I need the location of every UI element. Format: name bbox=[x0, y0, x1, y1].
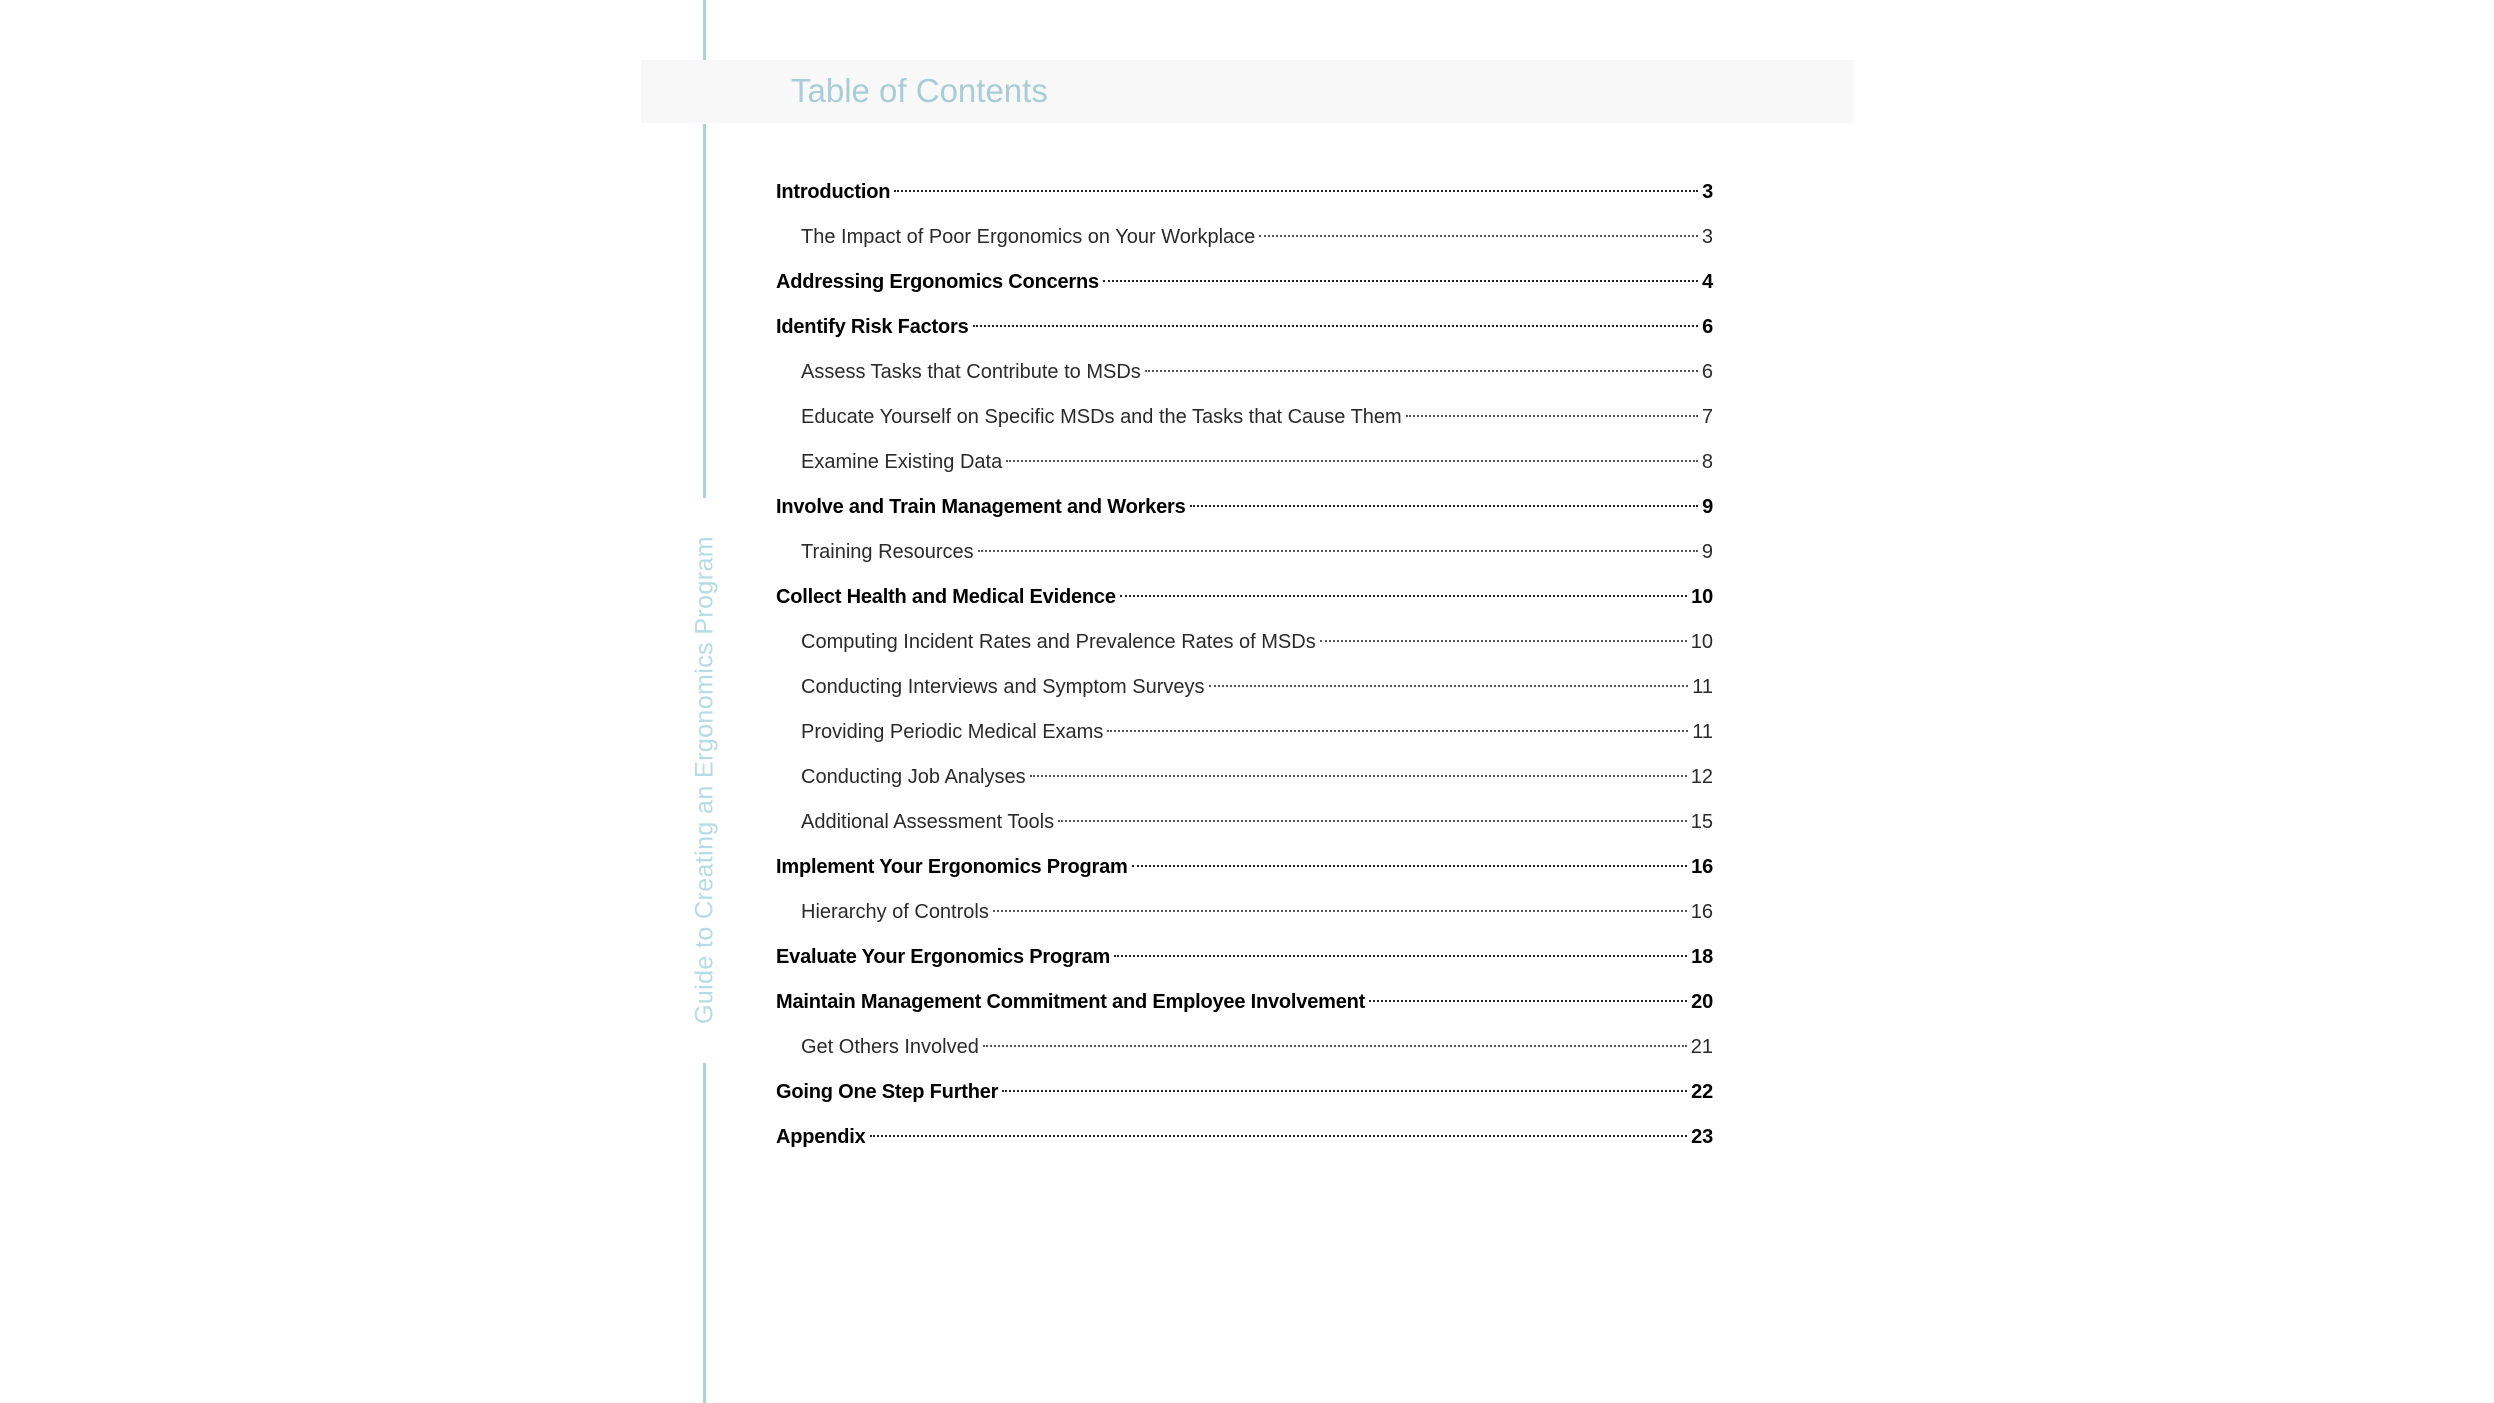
dot-leader bbox=[978, 550, 1698, 552]
toc-entry-title: Educate Yourself on Specific MSDs and the Tasks that Cause Them bbox=[801, 406, 1402, 428]
toc-subentry[interactable] bbox=[776, 755, 1713, 800]
toc-entry-title: The Impact of Poor Ergonomics on Your Workplace bbox=[801, 226, 1256, 248]
toc-entry-title: Get Others Involved bbox=[801, 1036, 979, 1058]
toc-entry-title: Evaluate Your Ergonomics Program bbox=[776, 946, 1111, 968]
dot-leader bbox=[1190, 505, 1699, 507]
toc-page-number: 18 bbox=[1691, 946, 1713, 968]
toc-subentry[interactable] bbox=[776, 890, 1713, 935]
toc-entry-title: Computing Incident Rates and Prevalence Rates of MSDs bbox=[801, 631, 1316, 653]
side-document-title: Guide to Creating an Ergonomics Program bbox=[690, 535, 719, 1025]
toc-subentry[interactable] bbox=[776, 800, 1713, 845]
dot-leader bbox=[1406, 415, 1698, 417]
table-of-contents bbox=[776, 170, 1713, 1160]
dot-leader bbox=[894, 190, 1698, 192]
toc-subentry[interactable] bbox=[776, 440, 1713, 485]
toc-page-number: 12 bbox=[1690, 766, 1713, 788]
toc-entry-title: Conducting Interviews and Symptom Surveys bbox=[801, 676, 1205, 698]
margin-rule-top bbox=[703, 0, 706, 60]
toc-subentry[interactable] bbox=[776, 710, 1713, 755]
page-title: Table of Contents bbox=[791, 72, 1048, 109]
toc-entry-title: Additional Assessment Tools bbox=[801, 811, 1055, 833]
toc-entry-title: Going One Step Further bbox=[776, 1081, 999, 1103]
toc-subentry[interactable] bbox=[776, 1025, 1713, 1070]
toc-page-number: 16 bbox=[1690, 901, 1713, 923]
toc-entry[interactable] bbox=[776, 170, 1713, 215]
toc-page-number: 20 bbox=[1691, 991, 1713, 1013]
toc-page-number: 9 bbox=[1702, 496, 1713, 518]
dot-leader bbox=[1369, 1000, 1687, 1002]
toc-entry-title: Assess Tasks that Contribute to MSDs bbox=[801, 361, 1141, 383]
toc-page-number: 6 bbox=[1702, 316, 1713, 338]
dot-leader bbox=[1209, 685, 1689, 687]
toc-subentry[interactable] bbox=[776, 350, 1713, 395]
dot-leader bbox=[993, 910, 1687, 912]
dot-leader bbox=[1006, 460, 1698, 462]
dot-leader bbox=[1107, 730, 1688, 732]
toc-page-number: 3 bbox=[1701, 226, 1713, 248]
dot-leader bbox=[983, 1045, 1687, 1047]
dot-leader bbox=[1259, 235, 1698, 237]
toc-entry-title: Conducting Job Analyses bbox=[801, 766, 1026, 788]
toc-page-number: 22 bbox=[1691, 1081, 1713, 1103]
dot-leader bbox=[1114, 955, 1687, 957]
toc-entry[interactable] bbox=[776, 575, 1713, 620]
toc-page-number: 23 bbox=[1691, 1126, 1713, 1148]
heading-band bbox=[641, 60, 1854, 123]
toc-entry[interactable] bbox=[776, 935, 1713, 980]
toc-subentry[interactable] bbox=[776, 215, 1713, 260]
dot-leader bbox=[1120, 595, 1687, 597]
toc-entry-title: Introduction bbox=[776, 181, 891, 203]
toc-subentry[interactable] bbox=[776, 620, 1713, 665]
toc-subentry[interactable] bbox=[776, 530, 1713, 575]
toc-page-number: 8 bbox=[1701, 451, 1713, 473]
toc-entry-title: Identify Risk Factors bbox=[776, 316, 969, 338]
toc-page-number: 10 bbox=[1690, 631, 1713, 653]
toc-entry[interactable] bbox=[776, 260, 1713, 305]
toc-entry-title: Involve and Train Management and Workers bbox=[776, 496, 1186, 518]
toc-entry[interactable] bbox=[776, 980, 1713, 1025]
dot-leader bbox=[1030, 775, 1687, 777]
toc-page-number: 4 bbox=[1702, 271, 1713, 293]
toc-subentry[interactable] bbox=[776, 665, 1713, 710]
toc-page-number: 11 bbox=[1692, 721, 1713, 743]
margin-rule-bottom bbox=[703, 1063, 706, 1403]
dot-leader bbox=[870, 1135, 1688, 1137]
toc-entry-title: Providing Periodic Medical Exams bbox=[801, 721, 1104, 743]
toc-entry[interactable] bbox=[776, 1070, 1713, 1115]
dot-leader bbox=[1132, 865, 1688, 867]
toc-entry-title: Appendix bbox=[776, 1126, 866, 1148]
toc-page-number: 6 bbox=[1701, 361, 1713, 383]
dot-leader bbox=[1145, 370, 1698, 372]
toc-entry-title: Training Resources bbox=[801, 541, 974, 563]
dot-leader bbox=[1320, 640, 1687, 642]
dot-leader bbox=[1058, 820, 1687, 822]
toc-entry-title: Examine Existing Data bbox=[801, 451, 1003, 473]
toc-page-number: 16 bbox=[1691, 856, 1713, 878]
margin-rule-middle bbox=[703, 124, 706, 498]
toc-page-number: 11 bbox=[1692, 676, 1713, 698]
dot-leader bbox=[1002, 1090, 1687, 1092]
toc-entry-title: Maintain Management Commitment and Employee Involvement bbox=[776, 991, 1366, 1013]
toc-entry[interactable] bbox=[776, 845, 1713, 890]
toc-page-number: 10 bbox=[1691, 586, 1713, 608]
toc-page-number: 21 bbox=[1690, 1036, 1713, 1058]
dot-leader bbox=[1103, 280, 1698, 282]
toc-entry-title: Collect Health and Medical Evidence bbox=[776, 586, 1116, 608]
toc-entry[interactable] bbox=[776, 485, 1713, 530]
toc-page-number: 7 bbox=[1701, 406, 1713, 428]
toc-page-number: 15 bbox=[1690, 811, 1713, 833]
toc-page-number: 9 bbox=[1701, 541, 1713, 563]
toc-entry[interactable] bbox=[776, 305, 1713, 350]
toc-subentry[interactable] bbox=[776, 395, 1713, 440]
toc-entry-title: Addressing Ergonomics Concerns bbox=[776, 271, 1099, 293]
toc-entry-title: Implement Your Ergonomics Program bbox=[776, 856, 1128, 878]
toc-entry-title: Hierarchy of Controls bbox=[801, 901, 989, 923]
toc-entry[interactable] bbox=[776, 1115, 1713, 1160]
dot-leader bbox=[973, 325, 1699, 327]
toc-page-number: 3 bbox=[1702, 181, 1713, 203]
